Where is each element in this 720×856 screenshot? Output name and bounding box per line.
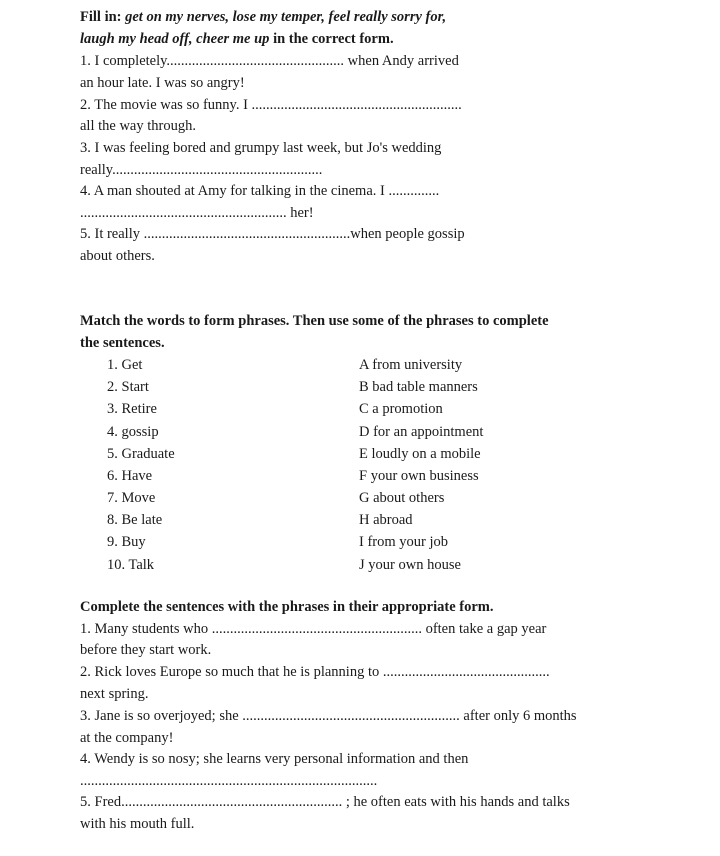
instruction-phrases: get on my nerves, lose my temper, feel really sorry for, [125, 9, 447, 25]
s1-line: all the way through. [80, 118, 196, 134]
s1-line: ......................................................... her! [80, 205, 314, 221]
s1-line: 1. I completely................................................. when Andy arrived [80, 53, 459, 69]
match-right-item: A from university [359, 357, 463, 373]
match-left-item: 5. Graduate [107, 446, 175, 462]
match-right-item: J your own house [359, 557, 461, 573]
s1-line: about others. [80, 248, 155, 264]
match-right-item: E loudly on a mobile [359, 446, 481, 462]
section1-instruction-line1 [80, 8, 446, 26]
match-left-item: 4. gossip [107, 424, 159, 440]
instruction-prefix: Fill in: [80, 9, 126, 25]
s1-line: an hour late. I was so angry! [80, 75, 245, 91]
s3-line: 2. Rick loves Europe so much that he is planning to .............................................. [80, 664, 550, 680]
s3-line: 1. Many students who .......................................................... often take a gap year [80, 621, 547, 637]
instruction-suffix: in the correct form. [269, 31, 394, 47]
match-left-item: 2. Start [107, 379, 149, 395]
s1-line: 3. I was feeling bored and grumpy last week, but Jo's wedding [80, 140, 442, 156]
s3-line: before they start work. [80, 642, 212, 658]
match-right-item: G about others [359, 490, 445, 506]
section3-instruction: Complete the sentences with the phrases in their appropriate form. [80, 599, 494, 615]
match-right-item: I from your job [359, 534, 448, 550]
match-left-item: 1. Get [107, 357, 143, 373]
s1-line: 2. The movie was so funny. I .......................................................... [80, 97, 462, 113]
match-right-item: D for an appointment [359, 424, 484, 440]
instruction-phrases: laugh my head off, cheer me up [80, 31, 270, 47]
match-left-item: 7. Move [107, 490, 156, 506]
s3-line: 5. Fred............................................................. ; he often eats with his hands and talks [80, 794, 570, 810]
match-left-item: 3. Retire [107, 401, 157, 417]
match-left-item: 6. Have [107, 468, 153, 484]
s3-line: 3. Jane is so overjoyed; she ............................................................ after only 6 months [80, 708, 577, 724]
s1-line: 4. A man shouted at Amy for talking in the cinema. I .............. [80, 183, 440, 199]
section1-instruction-line2 [80, 30, 394, 48]
match-left-item: 9. Buy [107, 534, 146, 550]
s3-line: .................................................................................. [80, 773, 378, 789]
s1-line: 5. It really .........................................................when people gossip [80, 226, 465, 242]
match-left-item: 8. Be late [107, 512, 163, 528]
match-left-item: 10. Talk [107, 557, 155, 573]
match-right-item: H abroad [359, 512, 413, 528]
s3-line: at the company! [80, 730, 174, 746]
match-right-item: C a promotion [359, 401, 443, 417]
s3-line: 4. Wendy is so nosy; she learns very personal information and then [80, 751, 469, 767]
match-right-item: F your own business [359, 468, 479, 484]
section2-instruction-line1: Match the words to form phrases. Then use some of the phrases to complete [80, 313, 549, 329]
section2-instruction-line2: the sentences. [80, 335, 165, 351]
s3-line: next spring. [80, 686, 149, 702]
s3-line: with his mouth full. [80, 816, 195, 832]
s1-line: really.......................................................... [80, 162, 323, 178]
match-right-item: B bad table manners [359, 379, 478, 395]
